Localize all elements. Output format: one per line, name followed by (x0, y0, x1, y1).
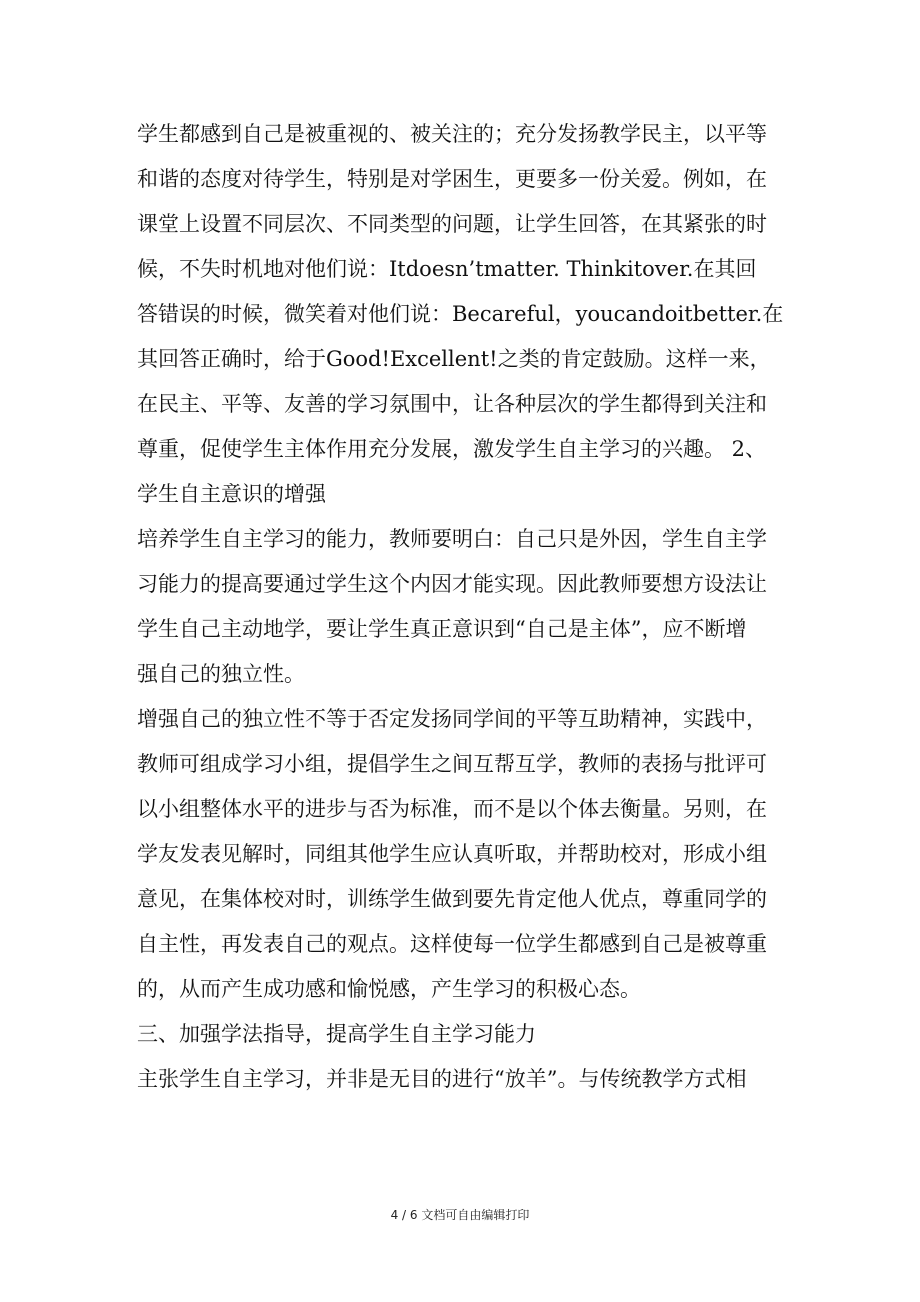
text-line: 培养学生自主学习的能力，教师要明白：自己只是外因，学生自主学 (137, 527, 767, 551)
text-line: 增强自己的独立性不等于否定发扬同学间的平等互助精神，实践中， (137, 707, 767, 731)
text-line: 学生都感到自己是被重视的、被关注的；充分发扬教学民主，以平等 (137, 122, 767, 146)
text-line: 在民主、平等、友善的学习氛围中，让各种层次的学生都得到关注和 (137, 392, 767, 416)
text-line: 和谐的态度对待学生，特别是对学困生，更要多一份关爱。例如，在 (137, 167, 767, 191)
text-line: 学生自己主动地学，要让学生真正意识到“自己是主体”，应不断增 (137, 617, 747, 641)
text-line: 答错误的时候，微笑着对他们说：Becareful，youcandoitbetter.在 (137, 302, 784, 326)
text-line: 习能力的提高要通过学生这个内因才能实现。因此教师要想方设法让 (137, 572, 767, 596)
text-line: 尊重，促使学生主体作用充分发展，激发学生自主学习的兴趣。 2、 (137, 437, 767, 461)
text-line: 教师可组成学习小组，提倡学生之间互帮互学，教师的表扬与批评可 (137, 752, 767, 776)
page-footer: 4 / 6 文档可自由编辑打印 (390, 1208, 530, 1222)
text-line: 课堂上设置不同层次、不同类型的问题，让学生回答，在其紧张的时 (137, 212, 767, 236)
body-text (137, 112, 787, 1102)
text-line: 候，不失时机地对他们说：Itdoesn’tmatter. Thinkitover.在其回 (137, 257, 757, 281)
text-line: 以小组整体水平的进步与否为标准，而不是以个体去衡量。另则，在 (137, 797, 767, 821)
section-heading: 学生自主意识的增强 (137, 482, 326, 506)
text-line: 自主性，再发表自己的观点。这样使每一位学生都感到自己是被尊重 (137, 932, 767, 956)
text-line: 意见，在集体校对时，训练学生做到要先肯定他人优点，尊重同学的 (137, 887, 767, 911)
section-heading: 三、加强学法指导，提高学生自主学习能力 (137, 1022, 536, 1046)
text-line: 的，从而产生成功感和愉悦感，产生学习的积极心态。 (137, 977, 641, 1001)
text-line: 主张学生自主学习，并非是无目的进行“放羊”。与传统教学方式相 (137, 1067, 747, 1091)
text-line: 学友发表见解时，同组其他学生应认真听取，并帮助校对，形成小组 (137, 842, 767, 866)
text-line: 强自己的独立性。 (137, 662, 305, 686)
text-line: 其回答正确时，给于Good!Excellent!之类的肯定鼓励。这样一来， (137, 347, 771, 371)
